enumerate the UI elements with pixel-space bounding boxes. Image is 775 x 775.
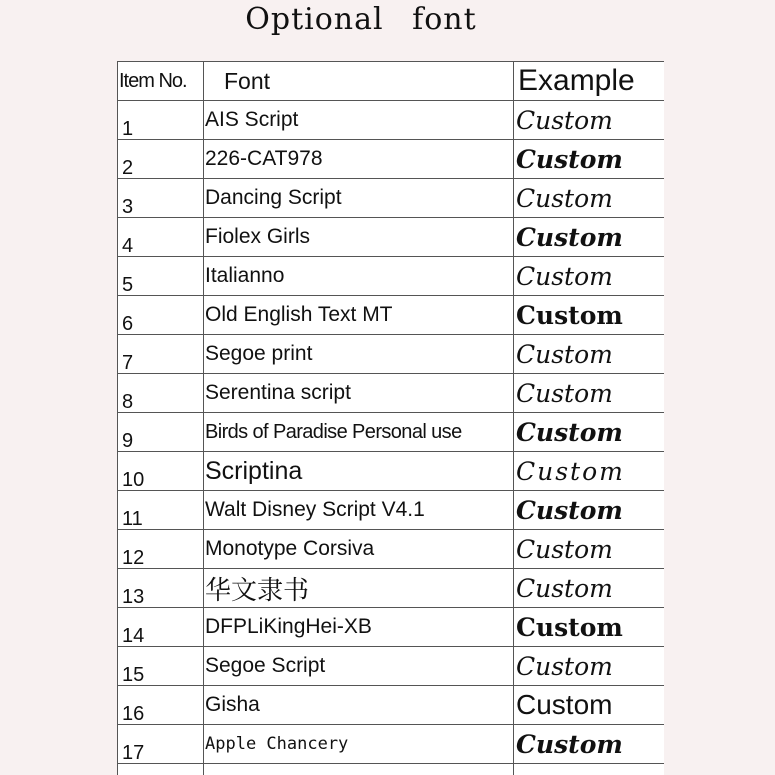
item-number: 2 [118,140,204,179]
font-name: Serentina script [204,374,514,413]
table-row [118,179,665,218]
item-number: 16 [118,686,204,725]
font-name: Gisha [204,686,514,725]
font-name: Monotype Corsiva [204,530,514,569]
item-number: 8 [118,374,204,413]
font-example: Custom [514,491,665,530]
font-example: Custom [514,257,665,296]
font-name: Old English Text MT [204,296,514,335]
page-title: Optional font [245,2,477,37]
table-row [118,335,665,374]
table-row [118,608,665,647]
table-row [118,257,665,296]
table-row [118,725,665,764]
item-number: 15 [118,647,204,686]
table-row [118,764,665,775]
font-name: Fiolex Girls [204,218,514,257]
font-example: Custom [514,101,665,140]
table-header-row [118,62,665,101]
font-name: Italianno [204,257,514,296]
item-number: 7 [118,335,204,374]
font-example: Custom [514,218,665,257]
font-example: Custom [514,686,665,725]
item-number: 5 [118,257,204,296]
item-number: 9 [118,413,204,452]
font-name: DFPLiKingHei-XB [204,608,514,647]
font-example: Custom [514,179,665,218]
font-example: Custom [514,140,665,179]
item-number: 4 [118,218,204,257]
font-example: Custom [514,569,665,608]
font-example: Custom [514,335,665,374]
table-row [118,569,665,608]
table-row [118,296,665,335]
table-row [118,647,665,686]
item-number: 14 [118,608,204,647]
item-number: 11 [118,491,204,530]
font-name: Apple Chancery [204,725,514,764]
table-row [118,452,665,491]
table-row [118,686,665,725]
font-name: Scriptina [204,452,514,491]
font-name: Segoe print [204,335,514,374]
font-example: Custom [514,296,665,335]
item-number: 13 [118,569,204,608]
table-row [118,413,665,452]
font-name: AIS Script [204,101,514,140]
item-number: 6 [118,296,204,335]
font-example: Custom [514,608,665,647]
font-example: Custom [514,374,665,413]
item-number: 17 [118,725,204,764]
table-row [118,101,665,140]
font-table [117,61,664,775]
font-name: Walt Disney Script V4.1 [204,491,514,530]
header-font: Font [204,62,514,101]
font-table-sheet [117,61,664,775]
table-row [118,491,665,530]
item-number: 12 [118,530,204,569]
table-row [118,530,665,569]
item-number: 1 [118,101,204,140]
font-example: Custom [514,413,665,452]
table-row [118,218,665,257]
font-name: Segoe Script [204,647,514,686]
font-example: Custom [514,530,665,569]
table-row [118,374,665,413]
font-example: Custom [514,647,665,686]
font-name: Dancing Script [204,179,514,218]
font-name: 226-CAT978 [204,140,514,179]
font-name: 华文隶书 [204,569,514,608]
font-name: Birds of Paradise Personal use [204,413,514,452]
item-number: 10 [118,452,204,491]
header-item-no: Item No. [118,62,204,101]
font-example: Custom [514,725,665,764]
font-example: Custom [514,452,665,491]
table-row [118,140,665,179]
item-number: 3 [118,179,204,218]
header-example: Example [514,62,665,101]
